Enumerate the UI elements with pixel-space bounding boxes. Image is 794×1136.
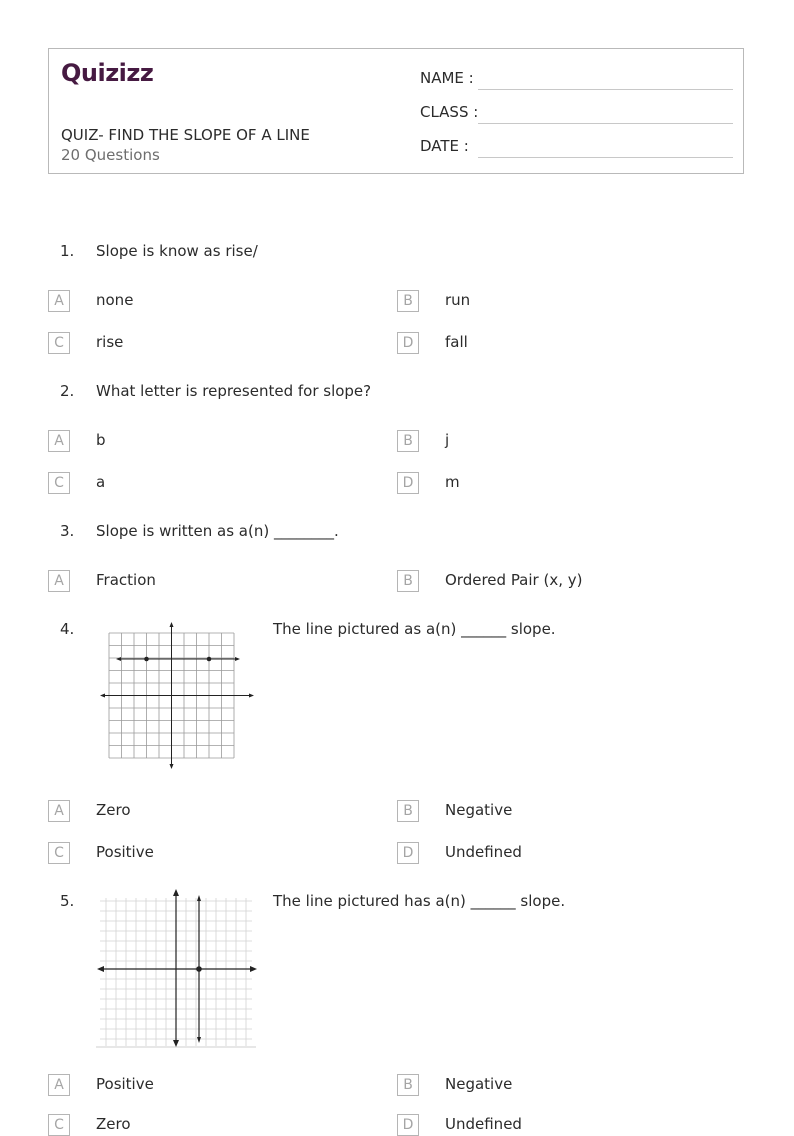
class-label: CLASS : (420, 103, 479, 121)
option-letter[interactable]: C (48, 472, 70, 494)
option-letter[interactable]: D (397, 1114, 419, 1136)
option-text: Zero (96, 1115, 131, 1133)
date-line[interactable] (478, 157, 733, 158)
question-count: 20 Questions (61, 146, 160, 164)
question-text: The line pictured has a(n) ______ slope. (273, 892, 566, 910)
option-letter[interactable]: A (48, 290, 70, 312)
vertical-line-graph (96, 886, 258, 1050)
option-text: m (445, 473, 460, 491)
option-text: fall (445, 333, 468, 351)
option-letter[interactable]: B (397, 290, 419, 312)
option-letter[interactable]: B (397, 570, 419, 592)
option-letter[interactable]: D (397, 332, 419, 354)
question-number: 4. (60, 620, 75, 638)
option-text: Ordered Pair (x, y) (445, 571, 583, 589)
option-letter[interactable]: B (397, 800, 419, 822)
worksheet-header (48, 48, 744, 174)
option-letter[interactable]: D (397, 472, 419, 494)
option-letter[interactable]: A (48, 570, 70, 592)
option-text: Negative (445, 801, 513, 819)
quizizz-logo: Quizizz (61, 59, 154, 87)
horizontal-line-graph (96, 618, 260, 772)
option-text: run (445, 291, 471, 309)
option-letter[interactable]: A (48, 430, 70, 452)
option-letter[interactable]: B (397, 430, 419, 452)
option-letter[interactable]: B (397, 1074, 419, 1096)
option-letter[interactable]: D (397, 842, 419, 864)
option-letter[interactable]: C (48, 842, 70, 864)
option-text: Fraction (96, 571, 156, 589)
question-number: 3. (60, 522, 75, 540)
option-text: Undefined (445, 843, 522, 861)
quiz-title: QUIZ- FIND THE SLOPE OF A LINE (61, 126, 310, 144)
option-text: rise (96, 333, 124, 351)
name-line[interactable] (478, 89, 733, 90)
question-text: Slope is know as rise/ (96, 242, 258, 260)
name-label: NAME : (420, 69, 474, 87)
option-letter[interactable]: C (48, 332, 70, 354)
option-text: Undefined (445, 1115, 522, 1133)
question-text: What letter is represented for slope? (96, 382, 372, 400)
class-line[interactable] (478, 123, 733, 124)
question-number: 2. (60, 382, 75, 400)
option-text: a (96, 473, 106, 491)
option-text: Zero (96, 801, 131, 819)
option-text: Positive (96, 1075, 154, 1093)
option-text: Positive (96, 843, 154, 861)
question-text: Slope is written as a(n) ________. (96, 522, 339, 540)
option-text: b (96, 431, 106, 449)
option-letter[interactable]: C (48, 1114, 70, 1136)
option-text: Negative (445, 1075, 513, 1093)
option-letter[interactable]: A (48, 800, 70, 822)
question-number: 5. (60, 892, 75, 910)
option-letter[interactable]: A (48, 1074, 70, 1096)
question-number: 1. (60, 242, 75, 260)
question-text: The line pictured as a(n) ______ slope. (273, 620, 556, 638)
option-text: none (96, 291, 134, 309)
date-label: DATE : (420, 137, 469, 155)
option-text: j (445, 431, 450, 449)
